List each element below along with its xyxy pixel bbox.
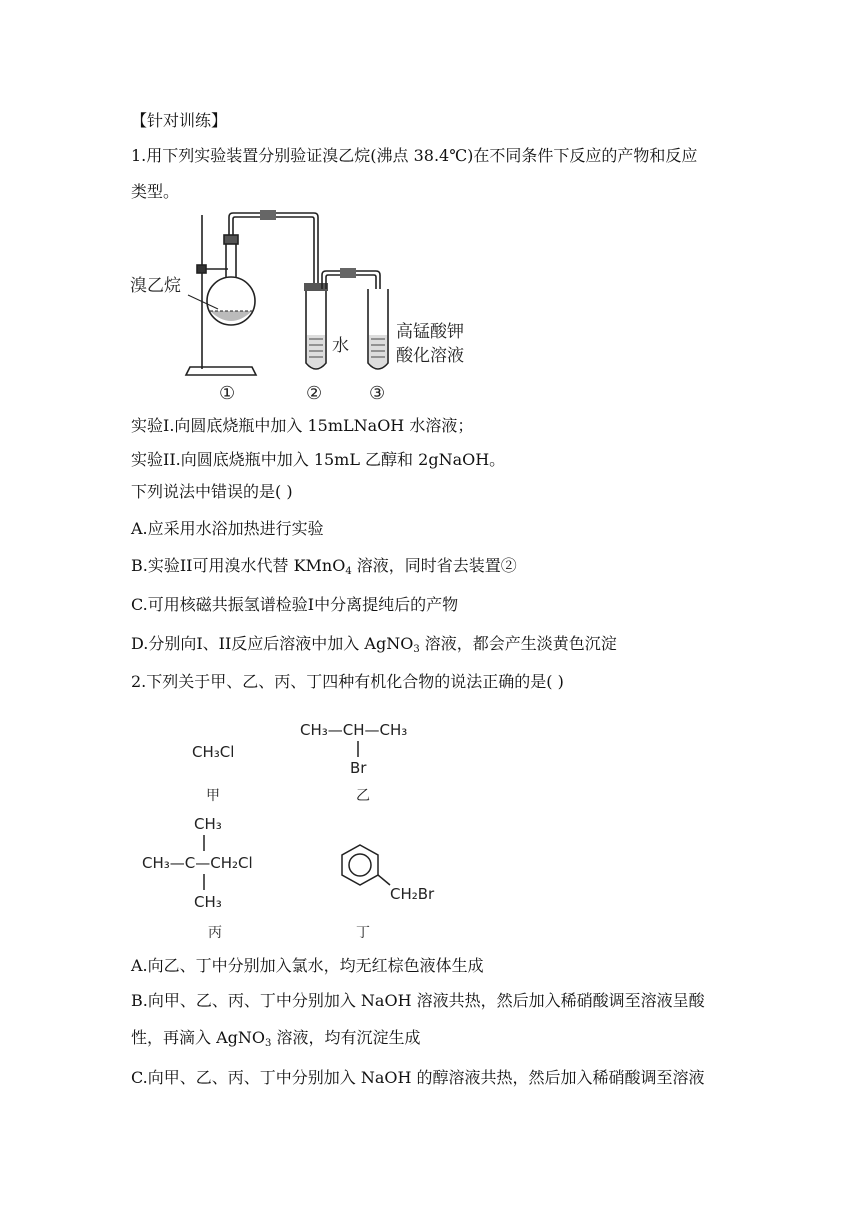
stand-clamp	[197, 265, 206, 273]
q2-stem: 2.下列关于甲、乙、丙、丁四种有机化合物的说法正确的是( )	[131, 672, 564, 691]
delivery-tube-1	[229, 213, 318, 289]
q1-stem-line2: 类型。	[131, 182, 180, 201]
mark-3: ③	[369, 383, 386, 404]
compound-yi-name: 乙	[356, 788, 370, 804]
label-kmno4-line1: 高锰酸钾	[396, 322, 464, 342]
q2-option-a: A.向乙、丁中分别加入氯水，均无红棕色液体生成	[131, 956, 484, 975]
q1-exp2: 实验II.向圆底烧瓶中加入 15mL 乙醇和 2gNaOH。	[131, 450, 506, 469]
q2-option-c-line1: C.向甲、乙、丙、丁中分别加入 NaOH 的醇溶液共热，然后加入稀硝酸调至溶液	[131, 1068, 705, 1087]
compound-bing-top: CH₃	[194, 815, 222, 833]
q2-option-b-line2: 性，再滴入 AgNO$_3$ 溶液，均有沉淀生成	[131, 1028, 421, 1049]
mark-2: ②	[306, 383, 323, 404]
q1-exp1: 实验I.向圆底烧瓶中加入 15mLNaOH 水溶液；	[131, 416, 474, 435]
q2-option-b-line1: B.向甲、乙、丙、丁中分别加入 NaOH 溶液共热，然后加入稀硝酸调至溶液呈酸	[131, 991, 705, 1010]
q1-option-b: B.实验II可用溴水代替 KMnO$_4$ 溶液，同时省去装置②	[131, 556, 517, 577]
compound-ding-sub: CH₂Br	[390, 885, 435, 903]
compound-jia-name: 甲	[206, 788, 220, 804]
compound-bing-bottom: CH₃	[194, 893, 222, 911]
compound-ding-name: 丁	[356, 925, 370, 941]
q1-option-c: C.可用核磁共振氢谱检验I中分离提纯后的产物	[131, 595, 459, 614]
compound-bing-name: 丙	[208, 925, 222, 941]
q1-option-a: A.应采用水浴加热进行实验	[131, 519, 324, 538]
mark-1: ①	[219, 383, 236, 404]
compound-jia-formula: CH₃Cl	[192, 743, 235, 761]
q1-stem-line1: 1.用下列实验装置分别验证溴乙烷(沸点 38.4℃)在不同条件下反应的产物和反应	[131, 146, 698, 165]
compound-yi-sub: Br	[350, 759, 367, 777]
compounds-figure	[128, 705, 468, 945]
flask-stopper	[224, 235, 238, 244]
q1-option-d: D.分别向I、II反应后溶液中加入 AgNO$_3$ 溶液，都会产生淡黄色沉淀	[131, 634, 617, 655]
compound-bing-main: CH₃—C—CH₂Cl	[142, 854, 253, 872]
stand-base	[186, 367, 256, 375]
benzene-ring-icon	[342, 845, 390, 885]
apparatus-figure	[128, 205, 488, 410]
compound-yi-main: CH₃—CH—CH₃	[300, 721, 408, 739]
label-water: 水	[332, 336, 349, 356]
label-bromoethane: 溴乙烷	[130, 276, 181, 296]
section-header: 【针对训练】	[131, 111, 228, 130]
q1-ask: 下列说法中错误的是( )	[131, 482, 293, 501]
label-kmno4-line2: 酸化溶液	[396, 346, 464, 366]
